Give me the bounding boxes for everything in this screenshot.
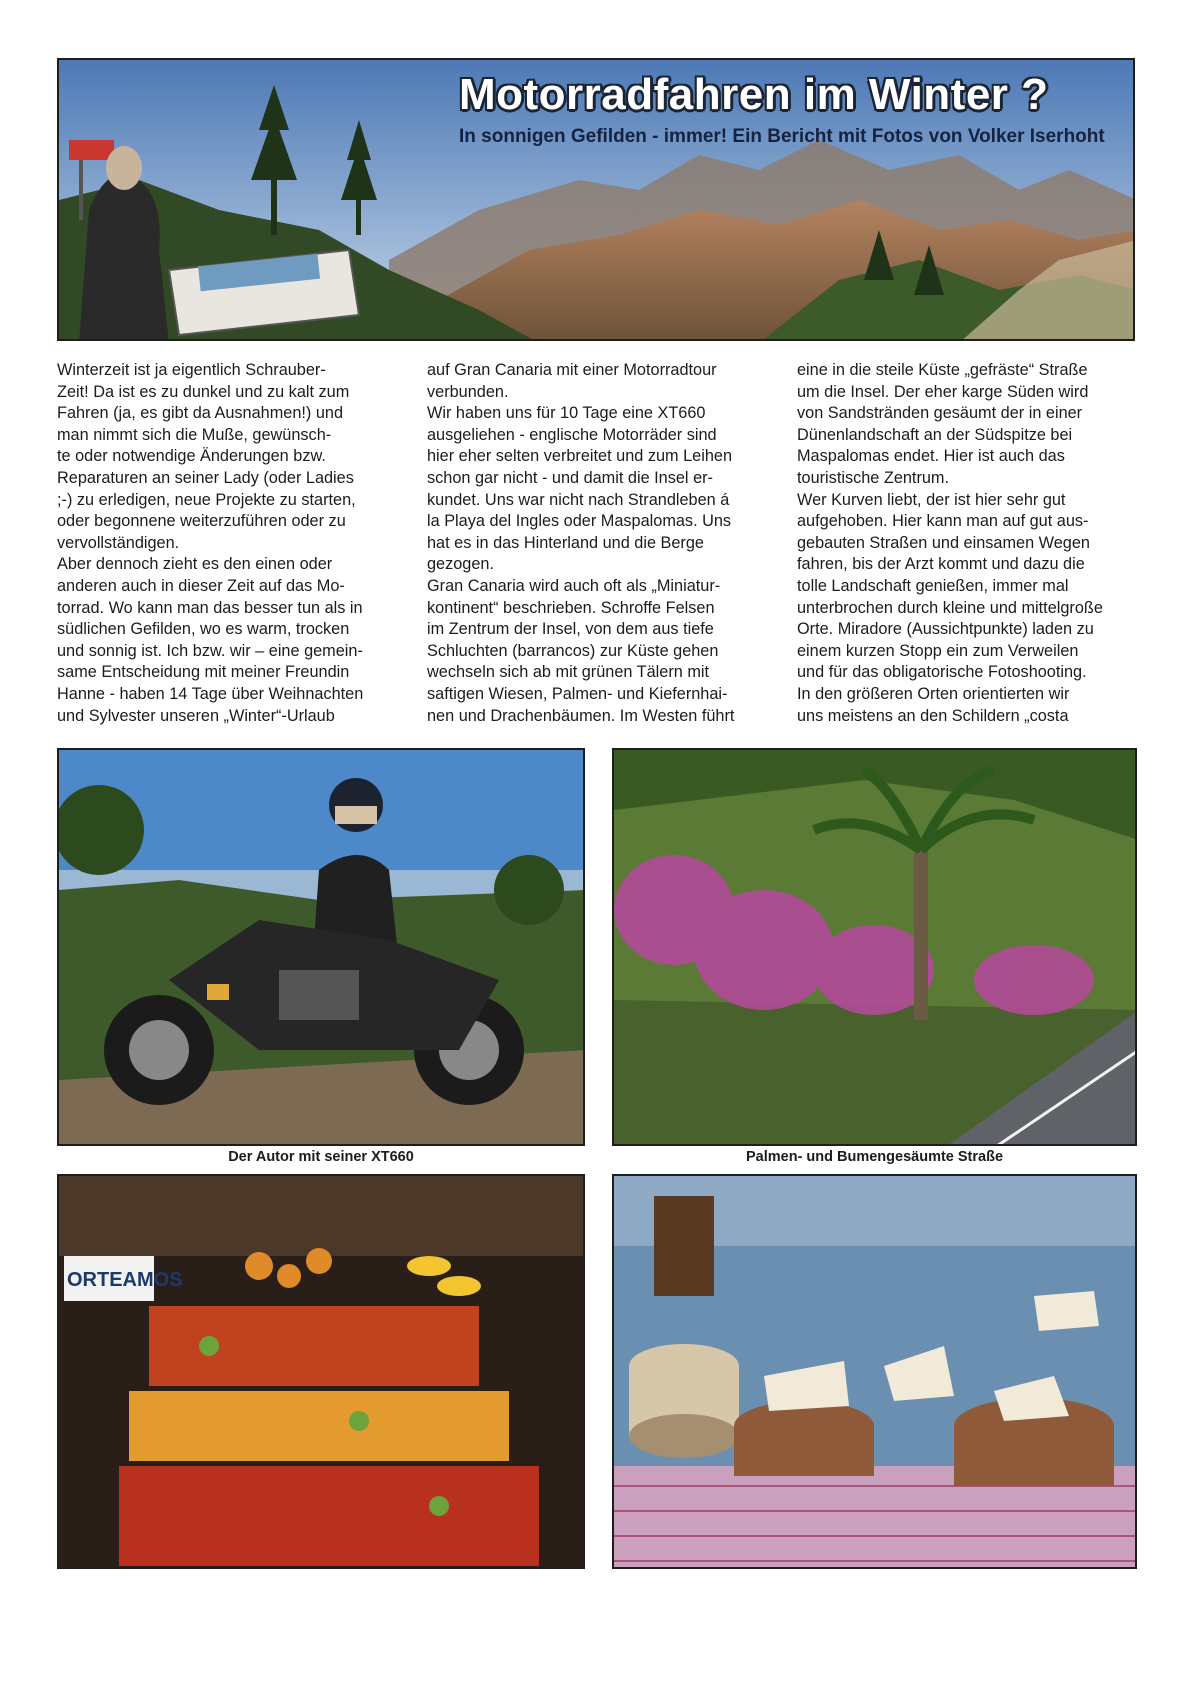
- article-column-2: auf Gran Canaria mit einer Motorradtour verbunden. Wir haben uns für 10 Tage eine XT660 ausgeliehen - englische Motorräder sind hier eher selten verbreitet und zum Leihen schon gar nicht - und damit die Insel er- kundet. Uns war nicht nach Strandleben á la Playa del Ingles oder Maspalomas. Uns hat es in das Hinterland und die Berge gezogen. Gran Canaria wird auch oft als „Miniatur- kontinent“ beschrieben. Schroffe Felsen im Zentrum der Insel, von dem aus tiefe Schluchten (barrancos) zur Küste gehen wechseln sich ab mit grünen Tälern mit saftigen Wiesen, Palmen- und Kiefernhai- nen und Drachenbäumen. Im Westen führt: [427, 361, 735, 725]
- photo-caption: Der Autor mit seiner XT660: [228, 1149, 414, 1165]
- photo-palm-road: [612, 748, 1137, 1146]
- page-title: Motorradfahren im Winter ?: [459, 70, 1049, 119]
- page-subtitle: In sonnigen Gefilden - immer! Ein Bericht mit Fotos von Volker Iserhoht: [459, 126, 1105, 147]
- photo-caption-cut: [612, 1580, 1137, 1585]
- photo-cheese-market: [612, 1174, 1137, 1569]
- photo-fruit-market: [57, 1174, 585, 1569]
- photo-caption-cut: [57, 1580, 585, 1585]
- photo-author-motorbike: [57, 748, 585, 1146]
- article-column-3: eine in die steile Küste „gefräste“ Straße um die Insel. Der eher karge Süden wird von Sandstränden gesäumt der in einer Dünenlandschaft an der Südspitze bei Maspalomas endet. Hier ist auch das touristische Zentrum. Wer Kurven liebt, der ist hier sehr gut aufgehoben. Hier kann man auf gut aus- gebauten Straßen und einsamen Wegen fahren, bis der Arzt kommt und dazu die tolle Landschaft genießen, immer mal unterbrochen durch kleine und mittelgroße Orte. Miradore (Aussichtpunkte) laden zu einem kurzen Stopp ein zum Verweilen und für das obligatorische Fotoshooting. In den größeren Orten orientierten wir uns meistens an den Schildern „costa: [797, 361, 1103, 725]
- article-column-1: Winterzeit ist ja eigentlich Schrauber- Zeit! Da ist es zu dunkel und zu kalt zum Fahren (ja, es gibt da Ausnahmen!) und man nimmt sich die Muße, gewünsch- te oder notwendige Änderungen bzw. Reparaturen an seiner Lady (oder Ladies ;-) zu erledigen, neue Projekte zu starten, oder begonnene weiterzuführen oder zu vervollständigen. Aber dennoch zieht es den einen oder anderen auch in dieser Zeit auf das Mo- torrad. Wo kann man das besser tun als in südlichen Gefilden, wo es warm, trocken und sonnig ist. Ich bzw. wir – eine gemein- same Entscheidung mit meiner Freundin Hanne - haben 14 Tage über Weihnachten und Sylvester unseren „Winter“-Urlaub: [57, 361, 364, 725]
- photo-caption: Palmen- und Bumengesäumte Straße: [745, 1149, 1004, 1165]
- market-sign-text: ORTEAMOS: [67, 1269, 183, 1291]
- header-banner: [57, 58, 1135, 341]
